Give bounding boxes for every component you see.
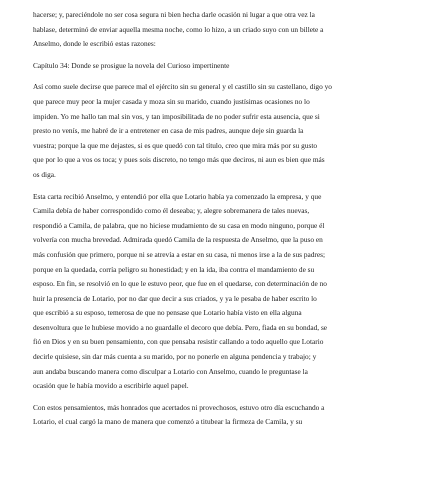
text-line: porque en la quedada, corría peligro su honestidad; y en la ida, iba contra el mandamiento de su: [33, 264, 315, 274]
paragraph-gap: [33, 183, 413, 190]
text-line: Con estos pensamientos, más honrados que acertados ni provechosos, estuvo otro día escuchando a: [33, 402, 325, 412]
text-line: que escribió a su esposo, temerosa de que no pensase que Lotario había visto en ella alguna: [33, 308, 302, 318]
text-line: impiden. Yo me hallo tan mal sin vos, y tan imposibilitada de no poder sufrir esta ausencia, que si: [33, 111, 320, 121]
text-line: desenvoltura que le hubiese movido a no guardalle el decoro que debía. Pero, fiada en su bondad, se: [33, 322, 328, 332]
text-line: decirle quisiese, sin dar más cuenta a su marido, por no ponerle en alguna pendencia y trabajo; y: [33, 352, 317, 362]
paragraph-gap: [33, 52, 413, 59]
text-line: Anselmo, donde le escribió estas razones:: [33, 39, 156, 49]
text-line: que por lo que a vos os toca; y pues sois discreto, no tengo más que deciros, ni aun es bien que más: [33, 155, 325, 165]
text-line: esposo. En fin, se resolvió en lo que le estuvo peor, que fue en el quedarse, con determinación de no: [33, 279, 327, 289]
text-line: Camila debía de haber correspondido como él deseaba; y, alegre sobremanera de tales nuevas,: [33, 206, 310, 216]
chapter-heading: Capítulo 34: Donde se prosigue la novela del Curioso impertinente: [33, 60, 230, 70]
text-line: presto no venís, me habré de ir a entretener en casa de mis padres, aunque deje sin guarda la: [33, 126, 304, 136]
paragraph-gap: [33, 73, 413, 80]
paragraph-final: [33, 401, 413, 430]
text-line: hablase, determinó de enviar aquella mesma noche, como lo hizo, a un criado suyo con un billete a: [33, 24, 324, 34]
text-line: os diga.: [33, 169, 56, 179]
text-line: hacerse; y, pareciéndole no ser cosa segura ni bien hecha darle ocasión ni lugar a que otra vez la: [33, 10, 315, 19]
text-line: aun andaba buscando manera como disculpar a Lotario con Anselmo, cuando le preguntase la: [33, 366, 308, 376]
text-line: Esta carta recibió Anselmo, y entendió por ella que Lotario había ya comenzado la empresa, y que: [33, 191, 322, 201]
text-line: Así como suele decirse que parece mal el ejército sin su general y el castillo sin su castellano, digo yo: [33, 82, 332, 92]
text-line: volvería con mucha brevedad. Admirada quedó Camila de la respuesta de Anselmo, que la puso en: [33, 235, 323, 245]
text-line: huir la presencia de Lotario, por no dar que decir a sus criados, y ya le pesaba de haber escrito lo: [33, 293, 317, 303]
paragraph-gap: [33, 394, 413, 401]
paragraph-intro: [33, 8, 413, 52]
text-line: vuestra; porque la que me dejastes, si es que quedó con tal título, creo que mira más por su gusto: [33, 140, 318, 150]
paragraph-letter: [33, 80, 413, 182]
text-line: ocasión que le había movido a escribirle aquel papel.: [33, 381, 189, 391]
text-line: fió en Dios y en su buen pensamiento, con que pensaba resistir callando a todo aquello que Lotario: [33, 337, 324, 347]
text-line: respondió a Camila, de palabra, que no hiciese mudamiento de su casa en modo ninguno, porque él: [33, 220, 325, 230]
text-line: que parece muy peor la mujer casada y moza sin su marido, cuando justísimas ocasiones no lo: [33, 96, 310, 106]
text-line: Lotario, el cual cargó la mano de manera que comenzó a titubear la firmeza de Camila, y su: [33, 417, 303, 427]
paragraph-narrative: [33, 190, 413, 394]
text-line: más confusión que primero, porque ni se atrevía a estar en su casa, ni menos irse a la de sus padres;: [33, 249, 326, 259]
